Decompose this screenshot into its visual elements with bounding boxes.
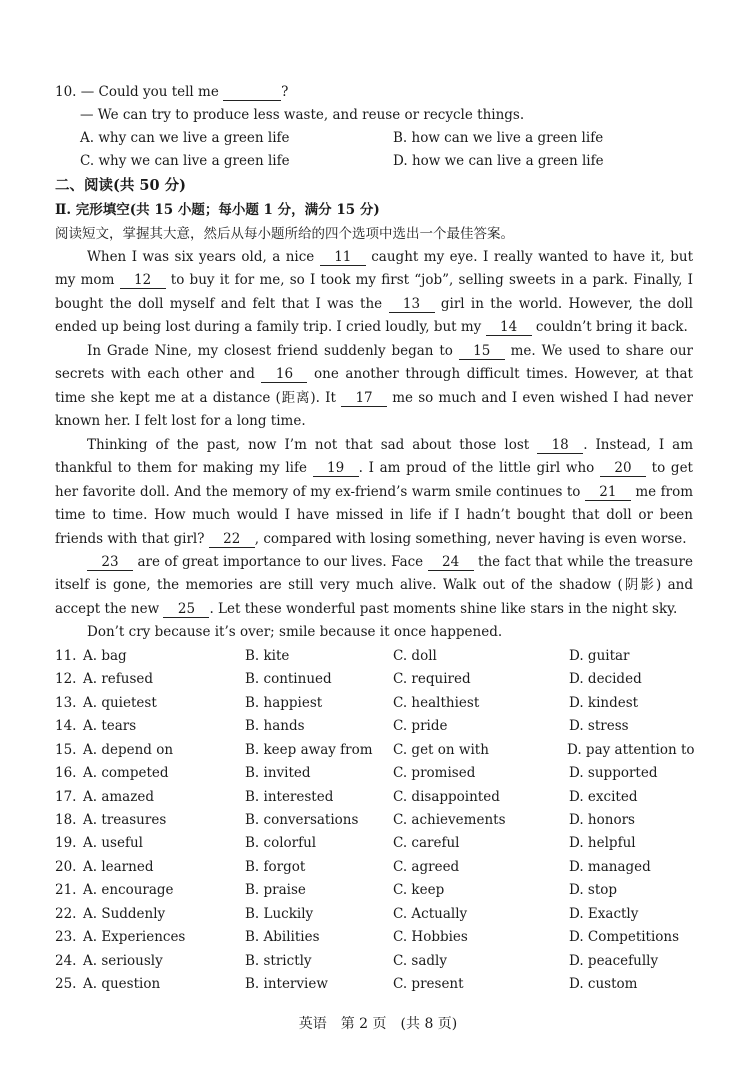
page-footer: 英语 第 2 页 (共 8 页) <box>298 1016 458 1032</box>
choice-row: 12. A. refused B. continued C. required D. decided <box>55 671 642 687</box>
blank-24: 24 <box>428 554 474 571</box>
blank-23: 23 <box>87 554 133 571</box>
q10-option-d: D. how we can live a green life <box>393 153 604 169</box>
choice-row: 20. A. learned B. forgot C. agreed D. managed <box>55 859 651 875</box>
choice-row: 15. A. depend on B. keep away from C. get on with D. pay attention to <box>55 742 695 758</box>
section-title: 二、阅读(共 50 分) <box>55 177 186 194</box>
blank-20: 20 <box>600 460 646 477</box>
choice-row: 19. A. useful B. colorful C. careful D. helpful <box>55 835 636 851</box>
choice-row: 17. A. amazed B. interested C. disappointed D. excited <box>55 789 638 805</box>
passage-paragraph-5: Don’t cry because it’s over; smile because it once happened. <box>87 624 503 640</box>
blank-25: 25 <box>163 601 209 618</box>
choice-row: 14. A. tears B. hands C. pride D. stress <box>55 718 629 734</box>
blank-22: 22 <box>209 531 255 548</box>
q10-answer-line: — We can try to produce less waste, and reuse or recycle things. <box>80 107 525 123</box>
q10-blank <box>223 84 281 101</box>
blank-11: 11 <box>320 249 366 266</box>
choice-row: 23. A. Experiences B. Abilities C. Hobbies D. Competitions <box>55 929 680 945</box>
blank-16: 16 <box>261 366 307 383</box>
choice-row: 13. A. quietest B. happiest C. healthiest D. kindest <box>55 695 639 711</box>
choice-row: 18. A. treasures B. conversations C. achievements D. honors <box>55 812 635 828</box>
q10-option-a: A. why can we live a green life <box>80 130 290 146</box>
passage-paragraph-1: When I was six years old, a nice 11 caught my eye. I really wanted to have it, but my mom 12 to buy it for me, so I took my first “job”, selling sweets in a park. Finally, I bought the doll myself and felt that I was the 13 girl in the world. However, the doll ended up being lost during a family trip. I cried loudly, but my 14 couldn’t bring it back. <box>55 249 694 336</box>
blank-14: 14 <box>486 319 532 336</box>
choice-row: 25. A. question B. interview C. present D. custom <box>55 976 638 992</box>
passage-paragraph-3: Thinking of the past, now I’m not that sad about those lost 18 . Instead, I am thankful to them for making my life 19 . I am proud of the little girl who 20 to get her favorite doll. And the memory of my ex-friend’s warm smile continues to 21 me from time to time. How much would I have missed in life if I hadn’t bought that doll or been friends with that girl? 22 , compared with losing something, never having is even worse. <box>55 437 693 547</box>
blank-19: 19 <box>313 460 359 477</box>
q10-option-c: C. why we can live a green life <box>80 153 290 169</box>
blank-21: 21 <box>585 484 631 501</box>
blank-15: 15 <box>459 343 505 360</box>
instructions: 阅读短文，掌握其大意，然后从每小题所给的四个选项中选出一个最佳答案。 <box>55 226 514 242</box>
blank-17: 17 <box>341 390 387 407</box>
blank-18: 18 <box>537 437 583 454</box>
q10-prompt-text: 10. — Could you tell me <box>55 84 224 100</box>
choice-row: 22. A. Suddenly B. Luckily C. Actually D. Exactly <box>55 906 639 922</box>
passage-paragraph-2: In Grade Nine, my closest friend suddenly began to 15 me. We used to share our secrets with each other and 16 one another through difficult times. However, at that time she kept me at a distance (距离). It 17 me so much and I even wished I had never known her. I felt lost for a long time. <box>55 343 693 430</box>
choice-row: 21. A. encourage B. praise C. keep D. stop <box>55 882 618 898</box>
choice-row: 24. A. seriously B. strictly C. sadly D. peacefully <box>55 953 659 969</box>
blank-13: 13 <box>389 296 435 313</box>
passage-paragraph-4: 23 are of great importance to our lives. Face 24 the fact that while the treasure itself is gone, the memories are still very much alive. Walk out of the shadow (阴影) and accept the new 25 . Let these wonderful past moments shine like stars in the night sky. <box>55 554 693 617</box>
choice-row: 11. A. bag B. kite C. doll D. guitar <box>55 648 630 664</box>
q10-option-b: B. how can we live a green life <box>393 130 604 146</box>
subsection-title: Ⅱ. 完形填空(共 15 小题；每小题 1 分，满分 15 分) <box>55 202 380 218</box>
q10-prompt-end: ? <box>281 84 289 100</box>
choice-row: 16. A. competed B. invited C. promised D. supported <box>55 765 658 781</box>
q10-prompt <box>55 83 288 101</box>
blank-12: 12 <box>120 272 166 289</box>
